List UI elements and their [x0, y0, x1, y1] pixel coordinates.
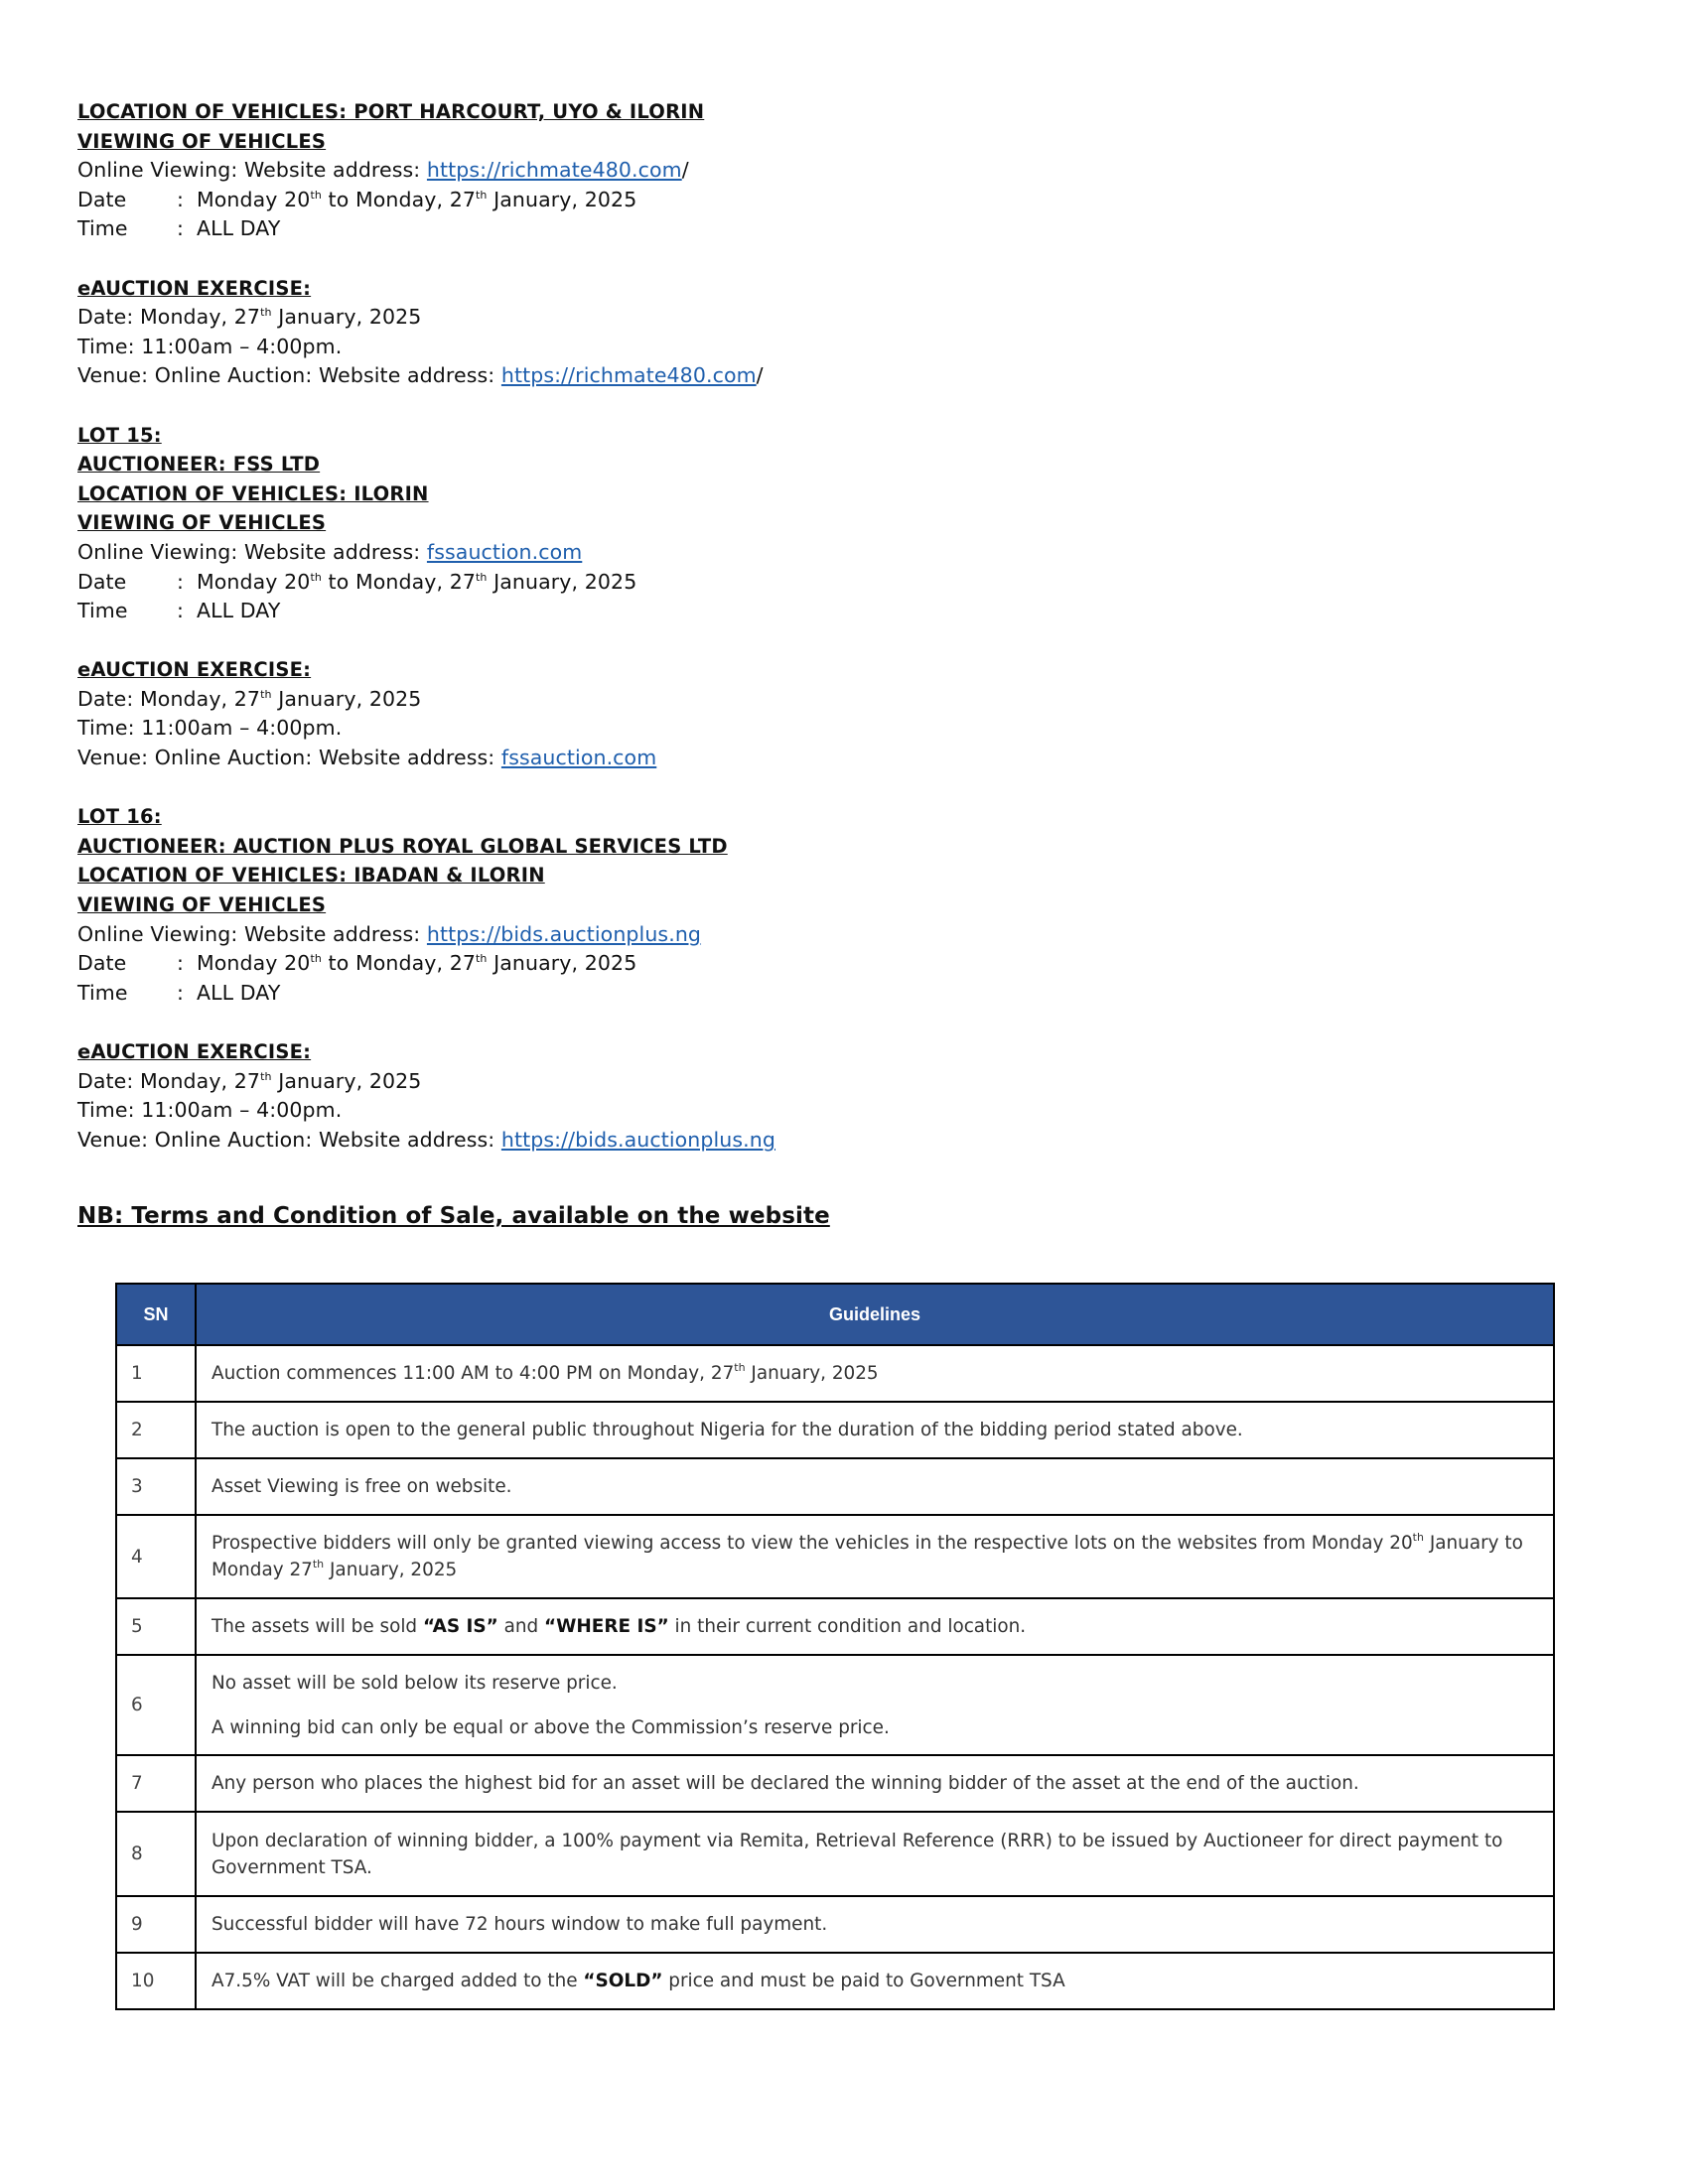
- online-viewing-link[interactable]: https://richmate480.com: [426, 158, 682, 183]
- date-part: January, 2025: [271, 686, 422, 711]
- lot15-online-viewing: [77, 538, 1607, 568]
- ordinal-suffix: th: [310, 952, 322, 966]
- online-viewing-label: Online Viewing: Website address:: [77, 921, 427, 946]
- date-part: Monday 20: [197, 569, 311, 594]
- colon: :: [177, 187, 185, 211]
- row-sn: 3: [116, 1458, 196, 1515]
- date-part: January, 2025: [271, 305, 422, 330]
- guideline-text: January, 2025: [745, 1363, 879, 1384]
- time-label: Time: [77, 599, 128, 623]
- table-row: [116, 1515, 1554, 1598]
- table-row: [116, 1655, 1554, 1755]
- guideline-text: Auction commences 11:00 AM to 4:00 PM on Monday, 27: [211, 1363, 735, 1384]
- lot16-location: LOCATION OF VEHICLES: IBADAN & ILORIN: [77, 864, 545, 887]
- row-sn: 8: [116, 1812, 196, 1896]
- guideline-text: A7.5% VAT will be charged added to the: [211, 1971, 584, 1991]
- row-sn: 9: [116, 1896, 196, 1953]
- link-suffix: /: [756, 363, 764, 388]
- venue-label: Venue: Online Auction: Website address:: [77, 746, 501, 770]
- table-row: [116, 1598, 1554, 1655]
- lot15-eauction-heading: eAUCTION EXERCISE:: [77, 658, 312, 682]
- venue-link[interactable]: https://richmate480.com: [500, 363, 757, 388]
- eauction-date: [77, 303, 1607, 333]
- row-guideline: Upon declaration of winning bidder, a 100% payment via Remita, Retrieval Reference (RRR) to be issued by Auctioneer for direct payment to Government TSA.: [196, 1812, 1554, 1896]
- lot16-eauction-time: Time: 11:00am – 4:00pm.: [77, 1098, 343, 1123]
- guideline-text: and: [497, 1616, 545, 1637]
- date-part: Date: Monday, 27: [77, 1068, 261, 1093]
- table-row: [116, 1896, 1554, 1953]
- table-row: [116, 1812, 1554, 1896]
- lot16-date-line: [77, 949, 1607, 979]
- colon: :: [177, 599, 185, 623]
- venue-label: Venue: Online Auction: Website address:: [77, 363, 501, 388]
- date-part: to Monday, 27: [321, 187, 476, 211]
- lot15-auctioneer: AUCTIONEER: FSS LTD: [77, 453, 321, 477]
- viewing-time-line: [77, 214, 1607, 244]
- lot16-eauction-heading: eAUCTION EXERCISE:: [77, 1040, 312, 1063]
- date-part: January, 2025: [271, 1068, 422, 1093]
- viewing-date-line: [77, 186, 1607, 215]
- eauction-heading: eAUCTION EXERCISE:: [77, 276, 312, 300]
- time-value: ALL DAY: [197, 216, 281, 241]
- date-part: Date: Monday, 27: [77, 305, 261, 330]
- date-part: Monday 20: [197, 187, 311, 211]
- document-page: [77, 97, 1607, 1234]
- lot16-online-viewing: [77, 920, 1607, 950]
- lot16-heading: LOT 16:: [77, 805, 162, 829]
- row-guideline: [196, 1345, 1554, 1402]
- guideline-text: The assets will be sold: [211, 1616, 423, 1637]
- ordinal-suffix: th: [260, 687, 272, 701]
- time-label: Time: [77, 216, 128, 241]
- row-guideline: [196, 1953, 1554, 2009]
- table-header-row: [116, 1284, 1554, 1345]
- lot15-viewing-heading: VIEWING OF VEHICLES: [77, 511, 327, 535]
- lot15-time-line: [77, 597, 1607, 626]
- lot16-time-line: [77, 979, 1607, 1009]
- row-guideline: Any person who places the highest bid for an asset will be declared the winning bidder of the asset at the end of the auction.: [196, 1755, 1554, 1812]
- table-row: [116, 1458, 1554, 1515]
- lot16-venue-link[interactable]: https://bids.auctionplus.ng: [500, 1127, 775, 1152]
- row-sn: 4: [116, 1515, 196, 1598]
- as-is-emphasis: “AS IS”: [422, 1616, 498, 1637]
- time-value: ALL DAY: [197, 599, 281, 623]
- ordinal-suffix: th: [1412, 1531, 1424, 1544]
- row-sn: 1: [116, 1345, 196, 1402]
- date-part: Monday 20: [197, 951, 311, 976]
- time-value: ALL DAY: [197, 980, 281, 1005]
- date-label: Date: [77, 187, 127, 211]
- row-guideline: The auction is open to the general public throughout Nigeria for the duration of the bidding period stated above.: [196, 1402, 1554, 1458]
- ordinal-suffix: th: [260, 1069, 272, 1083]
- date-part: January, 2025: [487, 569, 637, 594]
- date-part: Date: Monday, 27: [77, 686, 261, 711]
- venue-label: Venue: Online Auction: Website address:: [77, 1127, 501, 1152]
- lot15-eauction-time: Time: 11:00am – 4:00pm.: [77, 716, 343, 741]
- lot15-date-line: [77, 568, 1607, 598]
- online-viewing-label: Online Viewing: Website address:: [77, 539, 427, 564]
- table-row: [116, 1953, 1554, 2009]
- ordinal-suffix: th: [310, 188, 322, 202]
- date-label: Date: [77, 569, 127, 594]
- online-viewing-line: [77, 156, 1607, 186]
- colon: :: [177, 951, 185, 976]
- ordinal-suffix: th: [734, 1361, 746, 1374]
- date-label: Date: [77, 951, 127, 976]
- guideline-text: in their current condition and location.: [668, 1616, 1027, 1637]
- ordinal-suffix: th: [310, 570, 322, 584]
- time-label: Time: [77, 980, 128, 1005]
- row-sn: 6: [116, 1655, 196, 1755]
- date-part: to Monday, 27: [321, 951, 476, 976]
- row-guideline: Asset Viewing is free on website.: [196, 1458, 1554, 1515]
- nb-terms-note: NB: Terms and Condition of Sale, available on the website: [77, 1202, 830, 1229]
- ordinal-suffix: th: [476, 952, 488, 966]
- row-guideline: [196, 1655, 1554, 1755]
- lot16-eauction-date: [77, 1067, 1607, 1097]
- row-sn: 5: [116, 1598, 196, 1655]
- lot15-venue-link[interactable]: fssauction.com: [500, 746, 657, 770]
- lot16-eauction-venue: [77, 1126, 1607, 1156]
- guideline-text: Prospective bidders will only be granted viewing access to view the vehicles in the respective lots on the websites from Monday 20: [211, 1533, 1413, 1554]
- row-sn: 2: [116, 1402, 196, 1458]
- colon: :: [177, 980, 185, 1005]
- ordinal-suffix: th: [260, 306, 272, 320]
- header-sn: SN: [116, 1284, 196, 1345]
- link-suffix: /: [681, 158, 689, 183]
- guideline-text: January to Monday 27: [211, 1533, 1523, 1580]
- date-part: January, 2025: [487, 187, 637, 211]
- header-guidelines: Guidelines: [196, 1284, 1554, 1345]
- location-heading: LOCATION OF VEHICLES: PORT HARCOURT, UYO & ILORIN: [77, 100, 705, 123]
- row-sn: 10: [116, 1953, 196, 2009]
- eauction-venue: [77, 361, 1607, 391]
- date-part: to Monday, 27: [321, 569, 476, 594]
- row-guideline: Successful bidder will have 72 hours window to make full payment.: [196, 1896, 1554, 1953]
- table-row: [116, 1755, 1554, 1812]
- where-is-emphasis: “WHERE IS”: [544, 1616, 669, 1637]
- lot15-heading: LOT 15:: [77, 423, 162, 447]
- lot15-eauction-venue: [77, 744, 1607, 773]
- ordinal-suffix: th: [476, 188, 488, 202]
- row-guideline: [196, 1515, 1554, 1598]
- lot16-online-viewing-link[interactable]: https://bids.auctionplus.ng: [426, 921, 702, 946]
- ordinal-suffix: th: [476, 570, 488, 584]
- ordinal-suffix: th: [312, 1558, 325, 1570]
- guideline-text: price and must be paid to Government TSA: [662, 1971, 1065, 1991]
- date-part: January, 2025: [487, 951, 637, 976]
- table-row: [116, 1402, 1554, 1458]
- eauction-time: Time: 11:00am – 4:00pm.: [77, 334, 343, 358]
- table-row: [116, 1345, 1554, 1402]
- lot15-online-viewing-link[interactable]: fssauction.com: [426, 539, 583, 564]
- sold-emphasis: “SOLD”: [583, 1971, 663, 1991]
- lot16-viewing-heading: VIEWING OF VEHICLES: [77, 893, 327, 917]
- lot15-location: LOCATION OF VEHICLES: ILORIN: [77, 481, 429, 505]
- guideline-text: January, 2025: [324, 1560, 458, 1580]
- guideline-paragraph: No asset will be sold below its reserve price.: [211, 1672, 618, 1694]
- guidelines-table: [115, 1283, 1555, 2010]
- lot15-eauction-date: [77, 685, 1607, 715]
- guideline-paragraph: A winning bid can only be equal or above the Commission’s reserve price.: [211, 1716, 890, 1738]
- colon: :: [177, 569, 185, 594]
- colon: :: [177, 216, 185, 241]
- row-guideline: [196, 1598, 1554, 1655]
- online-viewing-label: Online Viewing: Website address:: [77, 158, 427, 183]
- lot16-auctioneer: AUCTIONEER: AUCTION PLUS ROYAL GLOBAL SERVICES LTD: [77, 834, 728, 858]
- viewing-heading: VIEWING OF VEHICLES: [77, 129, 327, 153]
- row-sn: 7: [116, 1755, 196, 1812]
